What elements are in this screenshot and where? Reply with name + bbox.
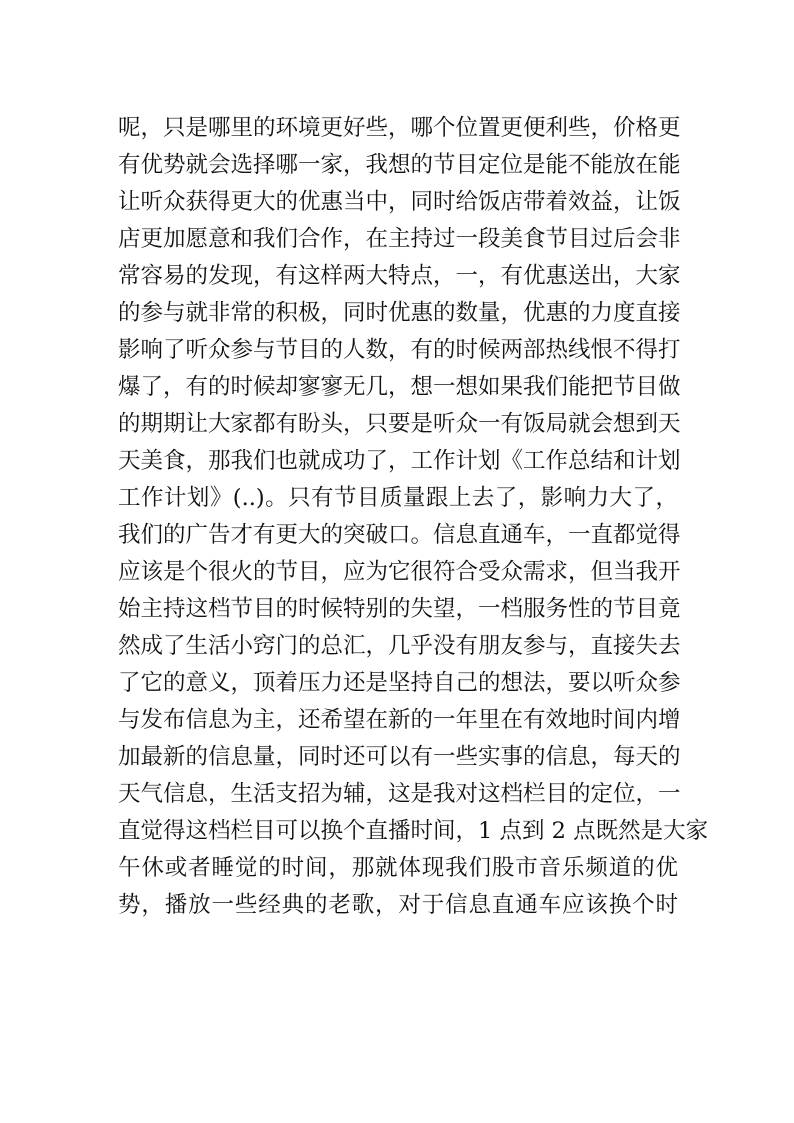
body-paragraph: [118, 110, 709, 924]
text-line: 爆了，有的时候却寥寥无几，想一想如果我们能把节目做: [118, 374, 681, 400]
text-line: 的期期让大家都有盼头，只要是听众一有饭局就会想到天: [118, 411, 681, 437]
text-line: 我们的广告才有更大的突破口。信息直通车，一直都觉得: [118, 522, 681, 548]
text-line: 加最新的信息量，同时还可以有一些实事的信息，每天的: [118, 744, 681, 770]
text-line: 了它的意义，顶着压力还是坚持自己的想法，要以听众参: [118, 670, 681, 696]
text-line: 的参与就非常的积极，同时优惠的数量，优惠的力度直接: [118, 300, 681, 326]
text-line: 有优势就会选择哪一家，我想的节目定位是能不能放在能: [118, 152, 681, 178]
text-line: 与发布信息为主，还希望在新的一年里在有效地时间内增: [118, 707, 681, 733]
text-line: 工作计划》(..)。只有节目质量跟上去了，影响力大了，: [118, 485, 678, 511]
text-line: 午休或者睡觉的时间，那就体现我们股市音乐频道的优: [118, 855, 678, 881]
text-line: 天美食，那我们也就成功了，工作计划《工作总结和计划: [118, 448, 681, 474]
text-line: 势，播放一些经典的老歌，对于信息直通车应该换个时: [118, 892, 678, 918]
text-line: 直觉得这档栏目可以换个直播时间，1 点到 2 点既然是大家: [118, 818, 709, 844]
text-line: 然成了生活小窍门的总汇，几乎没有朋友参与，直接失去: [118, 633, 681, 659]
text-line: 店更加愿意和我们合作，在主持过一段美食节目过后会非: [118, 226, 681, 252]
text-line: 天气信息，生活支招为辅，这是我对这档栏目的定位，一: [118, 781, 681, 807]
text-line: 呢，只是哪里的环境更好些，哪个位置更便利些，价格更: [118, 115, 681, 141]
text-line: 让听众获得更大的优惠当中，同时给饭店带着效益，让饭: [118, 189, 681, 215]
text-line: 影响了听众参与节目的人数，有的时候两部热线恨不得打: [118, 337, 681, 363]
text-line: 始主持这档节目的时候特别的失望，一档服务性的节目竟: [118, 596, 681, 622]
text-line: 常容易的发现，有这样两大特点，一，有优惠送出，大家: [118, 263, 681, 289]
text-line: 应该是个很火的节目，应为它很符合受众需求，但当我开: [118, 559, 681, 585]
